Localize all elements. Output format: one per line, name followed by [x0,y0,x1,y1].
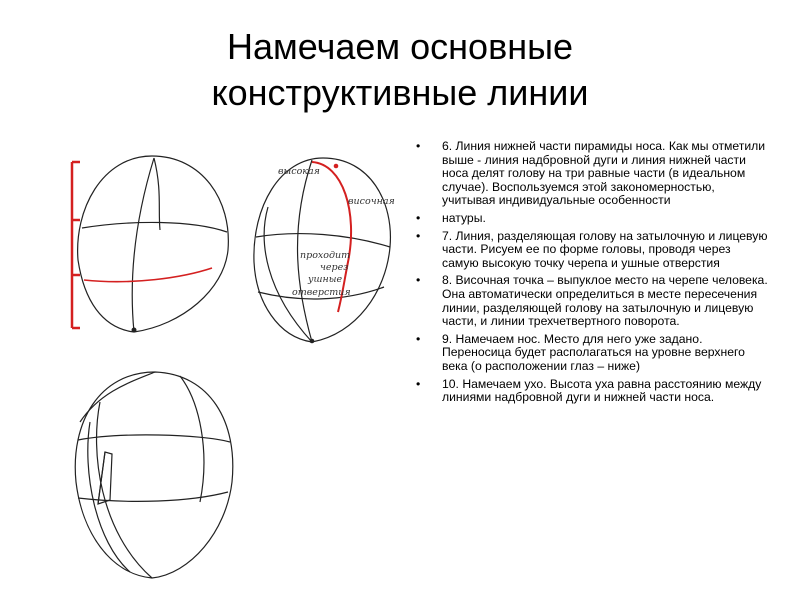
bullet-dot: • [416,139,421,153]
bullet-dot: • [416,376,421,391]
title-line-2: конструктивные линии [211,72,589,113]
head-figure-three-quarter [248,152,398,352]
label-passes-through: проходит [300,250,351,261]
list-item [412,212,768,226]
label-openings: отверстия [292,287,351,298]
list-item-text: натуры. [442,210,486,225]
label-through: через [320,262,349,273]
list-item-text: 8. Височная точка – выпуклое место на черепе человека. Она автоматически определиться в месте пересечения линии, разделяющей голову на затылочную и лицевую части, и линии трехчетвертного поворота. [442,273,768,329]
head-figure-nose [60,362,245,584]
bullet-list [412,140,768,409]
list-item-text: 7. Линия, разделяющая голову на затылочную и лицевую части. Рисуем ее по форме головы, проводя через самую высокую точку черепа и ушные отверстия [442,228,768,270]
list-item-text: 6. Линия нижней части пирамиды носа. Как мы отметили выше - линия надбровной дуги и линия нижней части носа делят голову на три равные части (в идеальном случае). Воспользуемся этой закономерностью, учитывая индивидуальные особенности [442,139,766,208]
list-item [412,333,768,374]
list-item [412,274,768,328]
slide-title [120,24,680,116]
list-item-text: 10. Намечаем ухо. Высота уха равна расстоянию между линиями надбровной дуги и нижней части носа. [442,376,762,405]
label-temporal: височная [348,196,395,207]
bullet-dot: • [416,210,421,225]
title-line-1: Намечаем основные [227,26,573,67]
list-item-text: 9. Намечаем нос. Место для него уже задано. Переносица будет располагаться на уровне верхнего века (о расположении глаз – ниже) [442,331,745,373]
list-item [412,140,768,208]
bullet-dot: • [416,273,421,288]
list-item [412,378,768,405]
label-highest: высокая [278,166,320,177]
list-item [412,230,768,271]
bullet-dot: • [416,331,421,346]
label-ear: ушные [308,274,343,285]
bullet-dot: • [416,228,421,243]
head-figure-proportions [62,150,240,345]
